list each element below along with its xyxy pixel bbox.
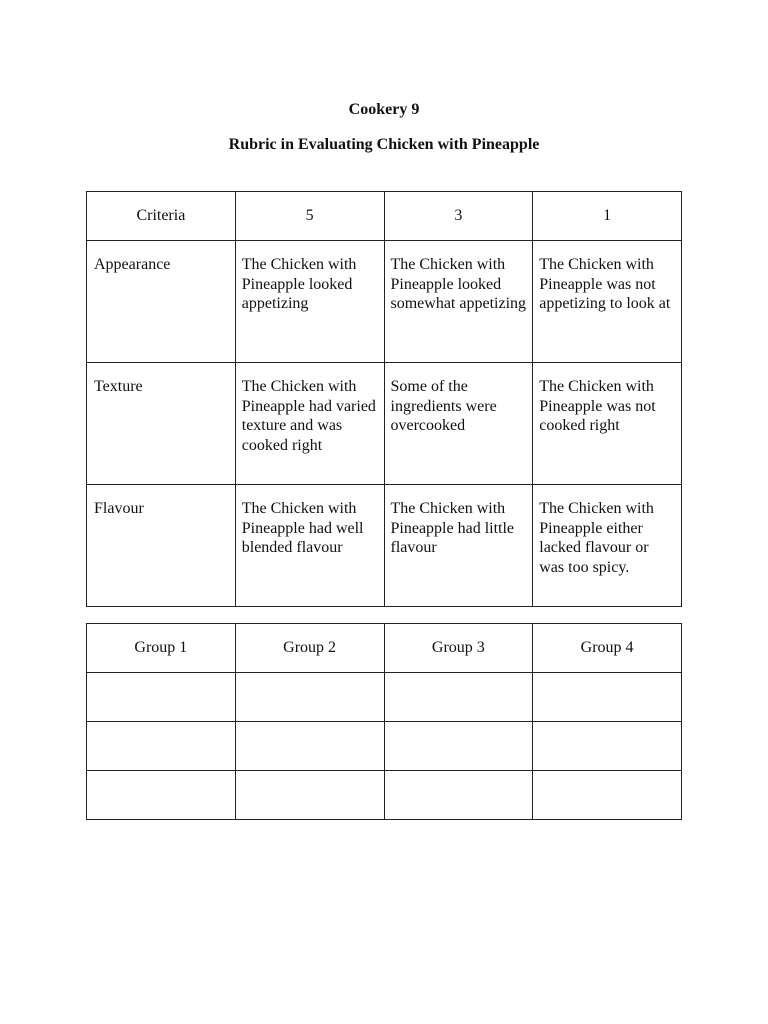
groups-header-row	[87, 624, 682, 673]
header-score-1: 1	[533, 192, 682, 241]
descriptor-score-5: The Chicken with Pineapple had well blended flavour	[235, 485, 384, 607]
descriptor-score-3: The Chicken with Pineapple had little flavour	[384, 485, 533, 607]
blank-score-cell	[87, 771, 236, 820]
blank-score-cell	[87, 722, 236, 771]
document-title: Cookery 9	[348, 101, 420, 118]
header-score-5: 5	[235, 192, 384, 241]
groups-score-table	[86, 623, 682, 820]
groups-blank-row	[87, 771, 682, 820]
descriptor-score-5: The Chicken with Pineapple looked appetizing	[235, 241, 384, 363]
blank-score-cell	[533, 673, 682, 722]
header-criteria: Criteria	[87, 192, 236, 241]
blank-score-cell	[384, 722, 533, 771]
header-group-3: Group 3	[384, 624, 533, 673]
descriptor-score-1: The Chicken with Pineapple was not appetizing to look at	[533, 241, 682, 363]
blank-score-cell	[384, 673, 533, 722]
groups-blank-row	[87, 722, 682, 771]
rubric-row-appearance	[87, 241, 682, 363]
header-group-1: Group 1	[87, 624, 236, 673]
header-group-2: Group 2	[235, 624, 384, 673]
header-score-3: 3	[384, 192, 533, 241]
blank-score-cell	[533, 771, 682, 820]
blank-score-cell	[235, 673, 384, 722]
descriptor-score-5: The Chicken with Pineapple had varied texture and was cooked right	[235, 363, 384, 485]
descriptor-score-1: The Chicken with Pineapple either lacked flavour or was too spicy.	[533, 485, 682, 607]
blank-score-cell	[235, 771, 384, 820]
criterion-label: Flavour	[87, 485, 236, 607]
rubric-header-row	[87, 192, 682, 241]
rubric-row-texture	[87, 363, 682, 485]
document-subtitle: Rubric in Evaluating Chicken with Pineapple	[228, 136, 540, 153]
blank-score-cell	[533, 722, 682, 771]
header-group-4: Group 4	[533, 624, 682, 673]
rubric-table	[86, 191, 682, 607]
blank-score-cell	[384, 771, 533, 820]
descriptor-score-1: The Chicken with Pineapple was not cooked right	[533, 363, 682, 485]
criterion-label: Appearance	[87, 241, 236, 363]
blank-score-cell	[235, 722, 384, 771]
descriptor-score-3: The Chicken with Pineapple looked somewhat appetizing	[384, 241, 533, 363]
blank-score-cell	[87, 673, 236, 722]
descriptor-score-3: Some of the ingredients were overcooked	[384, 363, 533, 485]
groups-blank-row	[87, 673, 682, 722]
criterion-label: Texture	[87, 363, 236, 485]
rubric-row-flavour	[87, 485, 682, 607]
